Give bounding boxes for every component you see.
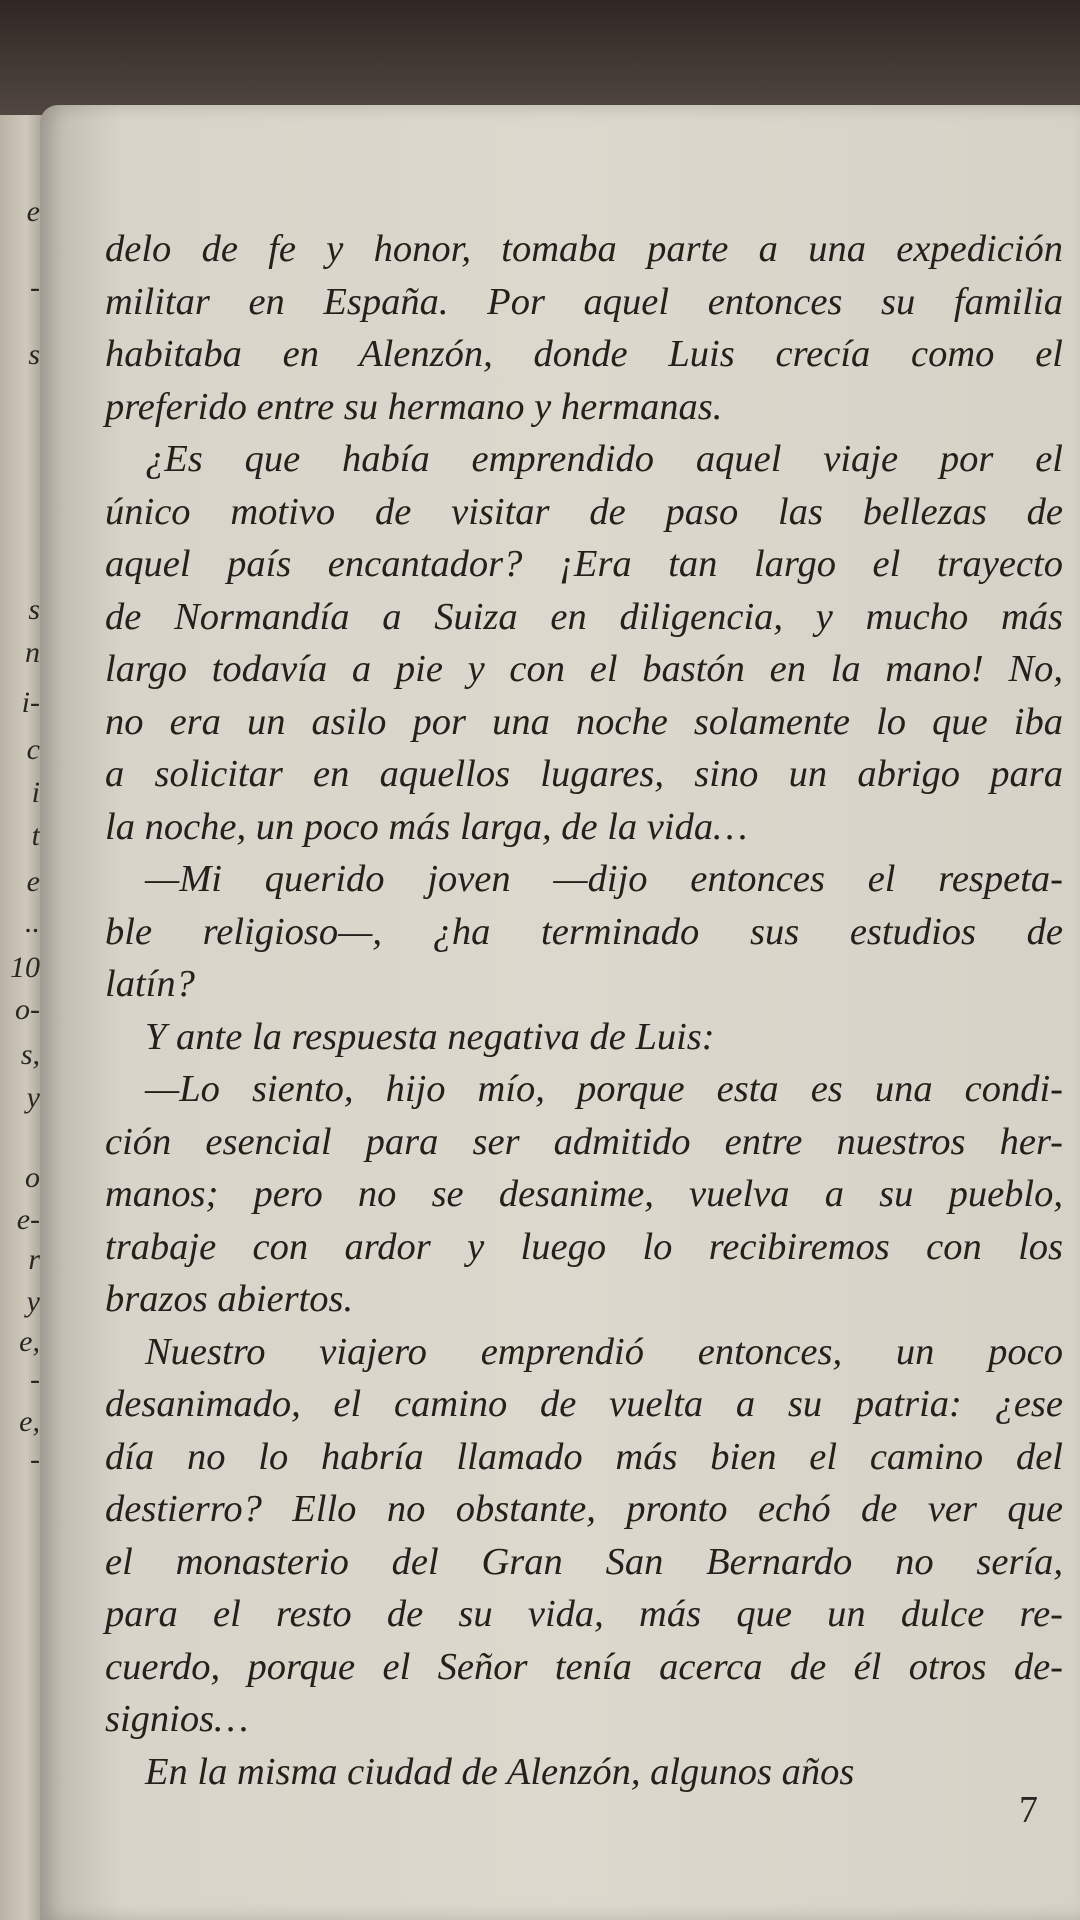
text-line: aquel país encantador? ¡Era tan largo el trayecto	[105, 543, 1063, 585]
text-line: delo de fe y honor, tomaba parte a una expedición	[105, 228, 1063, 270]
left-page-fragment: e-	[16, 1203, 40, 1236]
left-page-fragment: -	[30, 1363, 40, 1396]
left-page-fragment: -	[30, 1443, 40, 1476]
text-line: día no lo habría llamado más bien el camino del	[105, 1435, 1063, 1478]
left-page-fragment: e,	[19, 1325, 40, 1358]
text-line: a solicitar en aquellos lugares, sino un abrigo para	[105, 753, 1063, 795]
left-page-fragment: e	[26, 865, 40, 898]
text-line: desanimado, el camino de vuelta a su patria: ¿ese	[105, 1383, 1063, 1425]
text-line: —Lo siento, hijo mío, porque esta es una condi-	[145, 1068, 1063, 1110]
text-line: cuerdo, porque el Señor tenía acerca de él otros de-	[105, 1645, 1063, 1688]
text-line: manos; pero no se desanime, vuelva a su pueblo,	[105, 1173, 1063, 1215]
left-page-fragment: r	[28, 1243, 40, 1276]
text-line: militar en España. Por aquel entonces su familia	[105, 280, 1063, 323]
text-line: brazos abiertos.	[105, 1278, 354, 1320]
text-line: ¿Es que había emprendido aquel viaje por el	[145, 438, 1063, 480]
left-page-edge	[0, 115, 44, 1920]
text-line: habitaba en Alenzón, donde Luis crecía como el	[105, 333, 1063, 375]
text-line: la noche, un poco más larga, de la vida…	[105, 805, 748, 848]
left-page-fragment: n	[25, 636, 40, 669]
text-line: latín?	[105, 963, 195, 1005]
text-line: no era un asilo por una noche solamente lo que iba	[105, 700, 1063, 743]
left-page-fragment: y	[26, 1081, 40, 1114]
left-page-fragment: s,	[20, 1038, 40, 1071]
text-line: para el resto de su vida, más que un dulce re-	[105, 1593, 1063, 1635]
text-line: largo todavía a pie y con el bastón en la mano! No,	[105, 648, 1063, 690]
text-line: destierro? Ello no obstante, pronto echó de ver que	[105, 1488, 1063, 1530]
text-line: —Mi querido joven —dijo entonces el respeta-	[145, 858, 1063, 900]
body-text	[105, 223, 1063, 1798]
page-number: 7	[1019, 1789, 1038, 1831]
text-line: ble religioso—, ¿ha terminado sus estudios de	[105, 910, 1063, 953]
text-line: ción esencial para ser admitido entre nuestros her-	[105, 1120, 1063, 1163]
left-page-fragment: o-	[15, 993, 40, 1026]
left-page-fragment: t	[31, 819, 40, 852]
left-page-fragment: i-	[21, 686, 40, 719]
text-line: En la misma ciudad de Alenzón, algunos años	[145, 1750, 855, 1793]
text-line: único motivo de visitar de paso las bellezas de	[105, 490, 1063, 533]
text-line: Nuestro viajero emprendió entonces, un poco	[145, 1330, 1063, 1373]
left-page-fragment: c	[26, 733, 40, 766]
book-page	[40, 105, 1080, 1920]
left-page-fragment: s	[28, 338, 40, 371]
text-line: de Normandía a Suiza en diligencia, y mucho más	[105, 595, 1063, 638]
left-page-fragment: -	[30, 271, 40, 304]
text-line: Y ante la respuesta negativa de Luis:	[145, 1015, 715, 1058]
left-page-fragment: e,	[19, 1405, 40, 1438]
left-page-fragment: o	[25, 1161, 40, 1194]
text-line: el monasterio del Gran San Bernardo no sería,	[105, 1540, 1063, 1583]
text-line: trabaje con ardor y luego lo recibiremos con los	[105, 1225, 1063, 1268]
left-page-fragment: e	[26, 195, 40, 228]
left-page-fragment: 10	[10, 951, 40, 984]
text-line: signios…	[105, 1698, 249, 1740]
left-page-fragment: y	[26, 1285, 40, 1318]
left-page-fragment: i	[31, 776, 40, 809]
text-line: preferido entre su hermano y hermanas.	[105, 385, 723, 428]
left-page-fragment: s	[28, 593, 40, 626]
left-page-fragment: ..	[25, 906, 40, 939]
